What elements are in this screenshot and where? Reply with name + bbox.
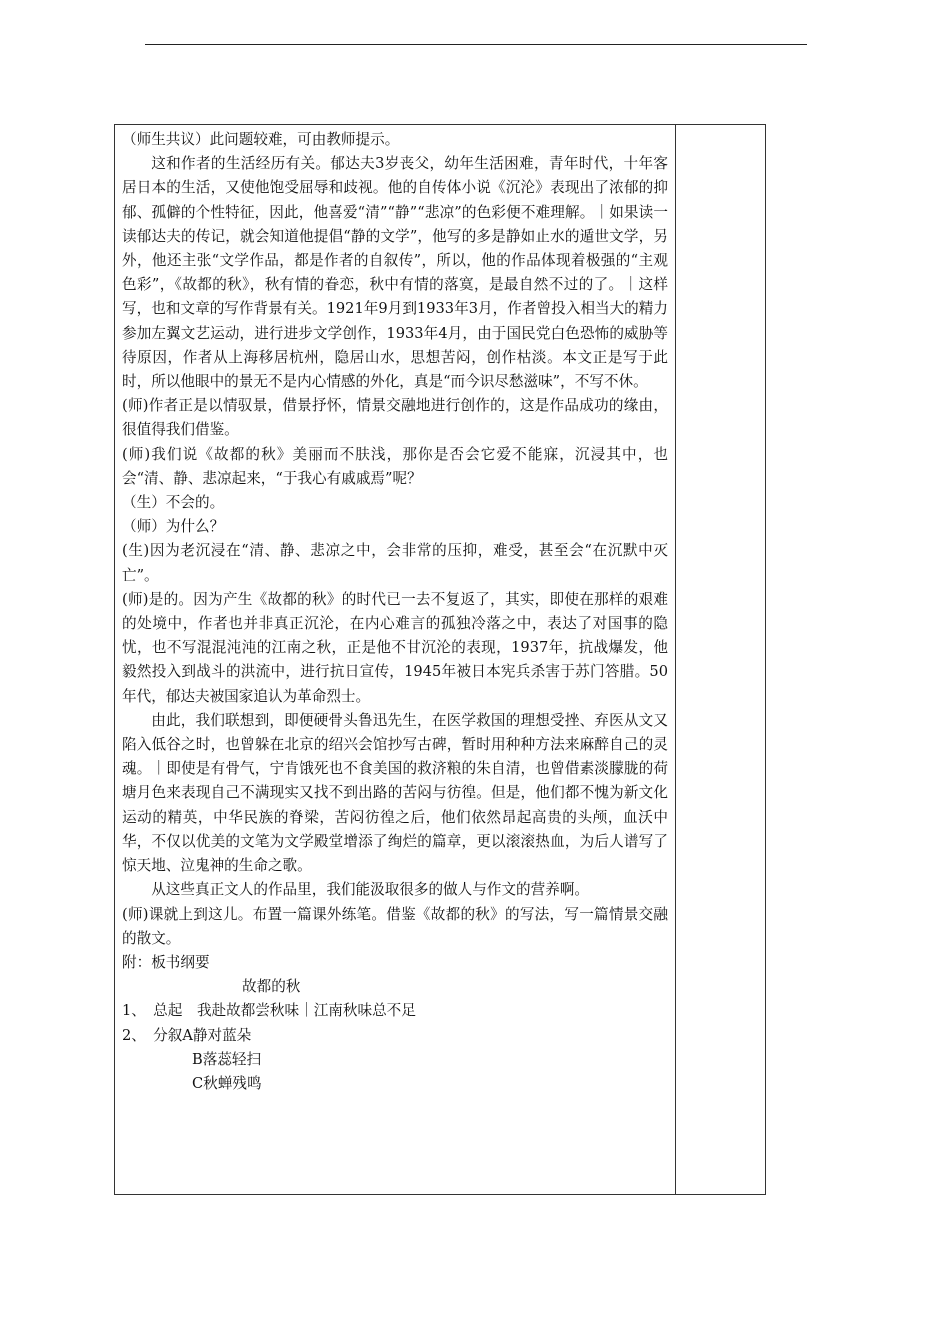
outline-item-2: 2、 分叙A静对蓝朵 bbox=[122, 1026, 252, 1044]
paragraph-teacher-question: (师)我们说《故都的秋》美丽而不肤浅，那你是否会它爱不能寐，沉浸其中，也会“清、静、悲凉起来，“于我心有戚戚焉”呢？ bbox=[122, 445, 668, 487]
outline-item-1: 1、 总起 我赴故都尝秋味｜江南秋味总不足 bbox=[122, 1002, 416, 1020]
paragraph-discussion-note: （师生共议）此问题较难，可由教师提示。 bbox=[122, 131, 400, 148]
paragraph-teacher-summary: (师)作者正是以情驭景，借景抒怀，情景交融地进行创作的，这是作品成功的缘由，很值得我们借鉴。 bbox=[122, 397, 668, 439]
paragraph-student-answer: （生）不会的。 bbox=[122, 494, 225, 512]
header-rule bbox=[145, 44, 807, 45]
paragraph-board-outline-label: 附：板书纲要 bbox=[122, 953, 210, 971]
outline-item-2c: C秋蝉残鸣 bbox=[192, 1074, 262, 1092]
paragraph-teacher-why: （师）为什么？ bbox=[122, 518, 225, 536]
paragraph-student-reason: (生)因为老沉浸在“清、静、悲凉之中，会非常的压抑，难受，甚至会“在沉默中灭亡”。 bbox=[122, 542, 668, 584]
paragraph-homework: (师)课就上到这儿。布置一篇课外练笔。借鉴《故都的秋》的写法，写一篇情景交融的散文。 bbox=[122, 905, 668, 947]
lesson-content-cell bbox=[122, 128, 668, 1096]
paragraph-conclusion: 从这些真正文人的作品里，我们能汲取很多的做人与作文的营养啊。 bbox=[151, 881, 590, 899]
paragraph-teacher-explanation: (师)是的。因为产生《故都的秋》的时代已一去不复返了，其实，即使在那样的艰难的处境中，作者也并非真正沉沦，在内心难言的孤独冷落之中，表达了对国事的隐忧，也不写混混沌沌的江南之秋，正是他不甘沉沦的表现，1937年，抗战爆发，他毅然投入到战斗的洪流中，进行抗日宣传，1945年被日本宪兵杀害于苏门答腊。50年代，郁达夫被国家追认为革命烈士。 bbox=[122, 590, 668, 705]
paragraph-author-background: 这和作者的生活经历有关。郁达夫3岁丧父，幼年生活困难，青年时代，十年客居日本的生活，又使他饱受屈辱和歧视。他的自传体小说《沉沦》表现出了浓郁的抑郁、孤僻的个性特征，因此，他喜爱“清”“静”“悲凉”的色彩便不难理解。｜如果读一读郁达夫的传记，就会知道他提倡“静的文学”，他写的多是静如止水的遁世文学，另外，他还主张“文学作品，都是作者的自叙传”，所以，他的作品体现着极强的“主观色彩”，《故都的秋》，秋有情的眷恋，秋中有情的落寞，是最自然不过的了。｜这样写，也和文章的写作背景有关。1921年9月到1933年3月，作者曾投入相当大的精力参加左翼文艺运动，进行进步文学创作，1933年4月，由于国民党白色恐怖的威胁等待原因，作者从上海移居杭州，隐居山水，思想苦闷，创作枯淡。本文正是写于此时，所以他眼中的景无不是内心情感的外化，真是“而今识尽愁滋味”，不写不休。 bbox=[122, 155, 668, 391]
paragraph-association: 由此，我们联想到，即便硬骨头鲁迅先生，在医学救国的理想受挫、弃医从文又陷入低谷之时，也曾躲在北京的绍兴会馆抄写古碑，暂时用种种方法来麻醉自己的灵魂。｜即使是有骨气，宁肯饿死也不食美国的救济粮的朱自清，也曾借素淡朦胧的荷塘月色来表现自己不满现实又找不到出路的苦闷与彷徨。但是，他们都不愧为新文化运动的精英，中华民族的脊梁，苦闷彷徨之后，他们依然昂起高贵的头颅，血沃中华，不仅以优美的文笔为文学殿堂增添了绚烂的篇章，更以滚滚热血，为后人谱写了惊天地、泣鬼神的生命之歌。 bbox=[122, 711, 668, 875]
outline-item-2b: B落蕊轻扫 bbox=[192, 1050, 262, 1068]
outline-title: 故都的秋 bbox=[242, 978, 301, 996]
column-divider bbox=[675, 124, 676, 1195]
